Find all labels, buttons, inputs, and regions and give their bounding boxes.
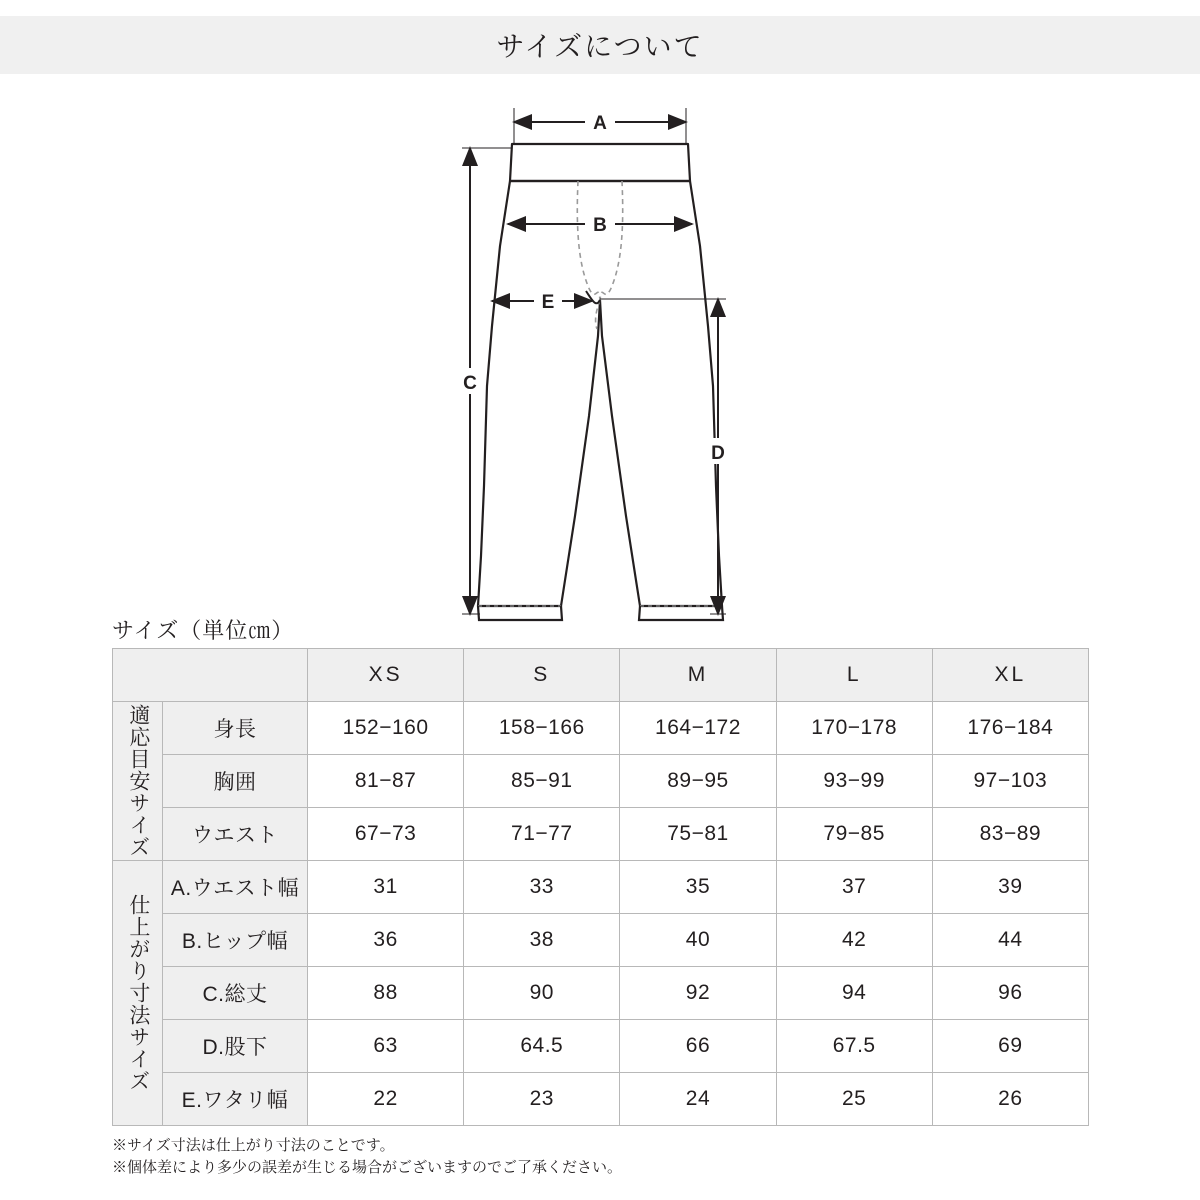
cell-e-xs: 22 [308, 1073, 464, 1126]
cell-height-m: 164−172 [620, 702, 776, 755]
cell-a-xs: 31 [308, 861, 464, 914]
cell-b-xs: 36 [308, 914, 464, 967]
size-table [112, 648, 1089, 1126]
column-header-s: S [464, 649, 620, 702]
column-header-xs: XS [308, 649, 464, 702]
table-row [113, 755, 1089, 808]
row-label-chest: 胸囲 [163, 755, 308, 808]
table-row [113, 1073, 1089, 1126]
cell-a-l: 37 [776, 861, 932, 914]
page-title: サイズについて [496, 31, 704, 62]
cell-e-s: 23 [464, 1073, 620, 1126]
cell-c-m: 92 [620, 967, 776, 1020]
cell-d-l: 67.5 [776, 1020, 932, 1073]
diagram-label-a: A [593, 113, 607, 134]
table-row [113, 808, 1089, 861]
cell-chest-l: 93−99 [776, 755, 932, 808]
row-label-b-hip-width: B.ヒップ幅 [163, 914, 308, 967]
cell-c-s: 90 [464, 967, 620, 1020]
table-corner-cell [113, 649, 308, 702]
cell-c-xl: 96 [932, 967, 1088, 1020]
cell-waist-s: 71−77 [464, 808, 620, 861]
cell-d-xs: 63 [308, 1020, 464, 1073]
cell-chest-xs: 81−87 [308, 755, 464, 808]
cell-b-l: 42 [776, 914, 932, 967]
table-row [113, 1020, 1089, 1073]
table-row [113, 861, 1089, 914]
table-row [113, 914, 1089, 967]
group-label-fit-guide: 適応目安サイズ [113, 702, 163, 861]
cell-height-l: 170−178 [776, 702, 932, 755]
group-label-finished-size: 仕上がり寸法サイズ [113, 861, 163, 1126]
cell-d-xl: 69 [932, 1020, 1088, 1073]
cell-b-m: 40 [620, 914, 776, 967]
cell-chest-xl: 97−103 [932, 755, 1088, 808]
cell-b-s: 38 [464, 914, 620, 967]
cell-waist-l: 79−85 [776, 808, 932, 861]
footnotes [112, 1135, 622, 1179]
column-header-m: M [620, 649, 776, 702]
cell-d-m: 66 [620, 1020, 776, 1073]
size-table-caption: サイズ（単位㎝） [112, 618, 295, 643]
cell-e-xl: 26 [932, 1073, 1088, 1126]
diagram-label-b: B [593, 215, 607, 236]
cell-chest-s: 85−91 [464, 755, 620, 808]
column-header-xl: XL [932, 649, 1088, 702]
table-row [113, 702, 1089, 755]
cell-height-s: 158−166 [464, 702, 620, 755]
page-header [0, 16, 1200, 74]
cell-d-s: 64.5 [464, 1020, 620, 1073]
row-label-d-inseam: D.股下 [163, 1020, 308, 1073]
row-label-height: 身長 [163, 702, 308, 755]
cell-c-xs: 88 [308, 967, 464, 1020]
cell-height-xs: 152−160 [308, 702, 464, 755]
diagram-label-d: D [711, 443, 725, 464]
cell-e-m: 24 [620, 1073, 776, 1126]
row-label-a-waist-width: A.ウエスト幅 [163, 861, 308, 914]
cell-a-s: 33 [464, 861, 620, 914]
cell-e-l: 25 [776, 1073, 932, 1126]
table-row [113, 967, 1089, 1020]
cell-b-xl: 44 [932, 914, 1088, 967]
footnote-2: ※個体差により多少の誤差が生じる場合がございますのでご了承ください。 [112, 1158, 623, 1176]
cell-waist-m: 75−81 [620, 808, 776, 861]
footnote-1: ※サイズ寸法は仕上がり寸法のことです。 [112, 1137, 395, 1154]
diagram-label-e: E [541, 292, 555, 313]
cell-chest-m: 89−95 [620, 755, 776, 808]
cell-a-m: 35 [620, 861, 776, 914]
row-label-e-thigh-width: E.ワタリ幅 [163, 1073, 308, 1126]
cell-waist-xs: 67−73 [308, 808, 464, 861]
cell-a-xl: 39 [932, 861, 1088, 914]
cell-waist-xl: 83−89 [932, 808, 1088, 861]
diagram-label-c: C [463, 373, 477, 394]
row-label-c-total-length: C.総丈 [163, 967, 308, 1020]
measurement-diagram [0, 86, 1200, 631]
cell-height-xl: 176−184 [932, 702, 1088, 755]
table-header-row [113, 649, 1089, 702]
column-header-l: L [776, 649, 932, 702]
cell-c-l: 94 [776, 967, 932, 1020]
row-label-waist: ウエスト [163, 808, 308, 861]
